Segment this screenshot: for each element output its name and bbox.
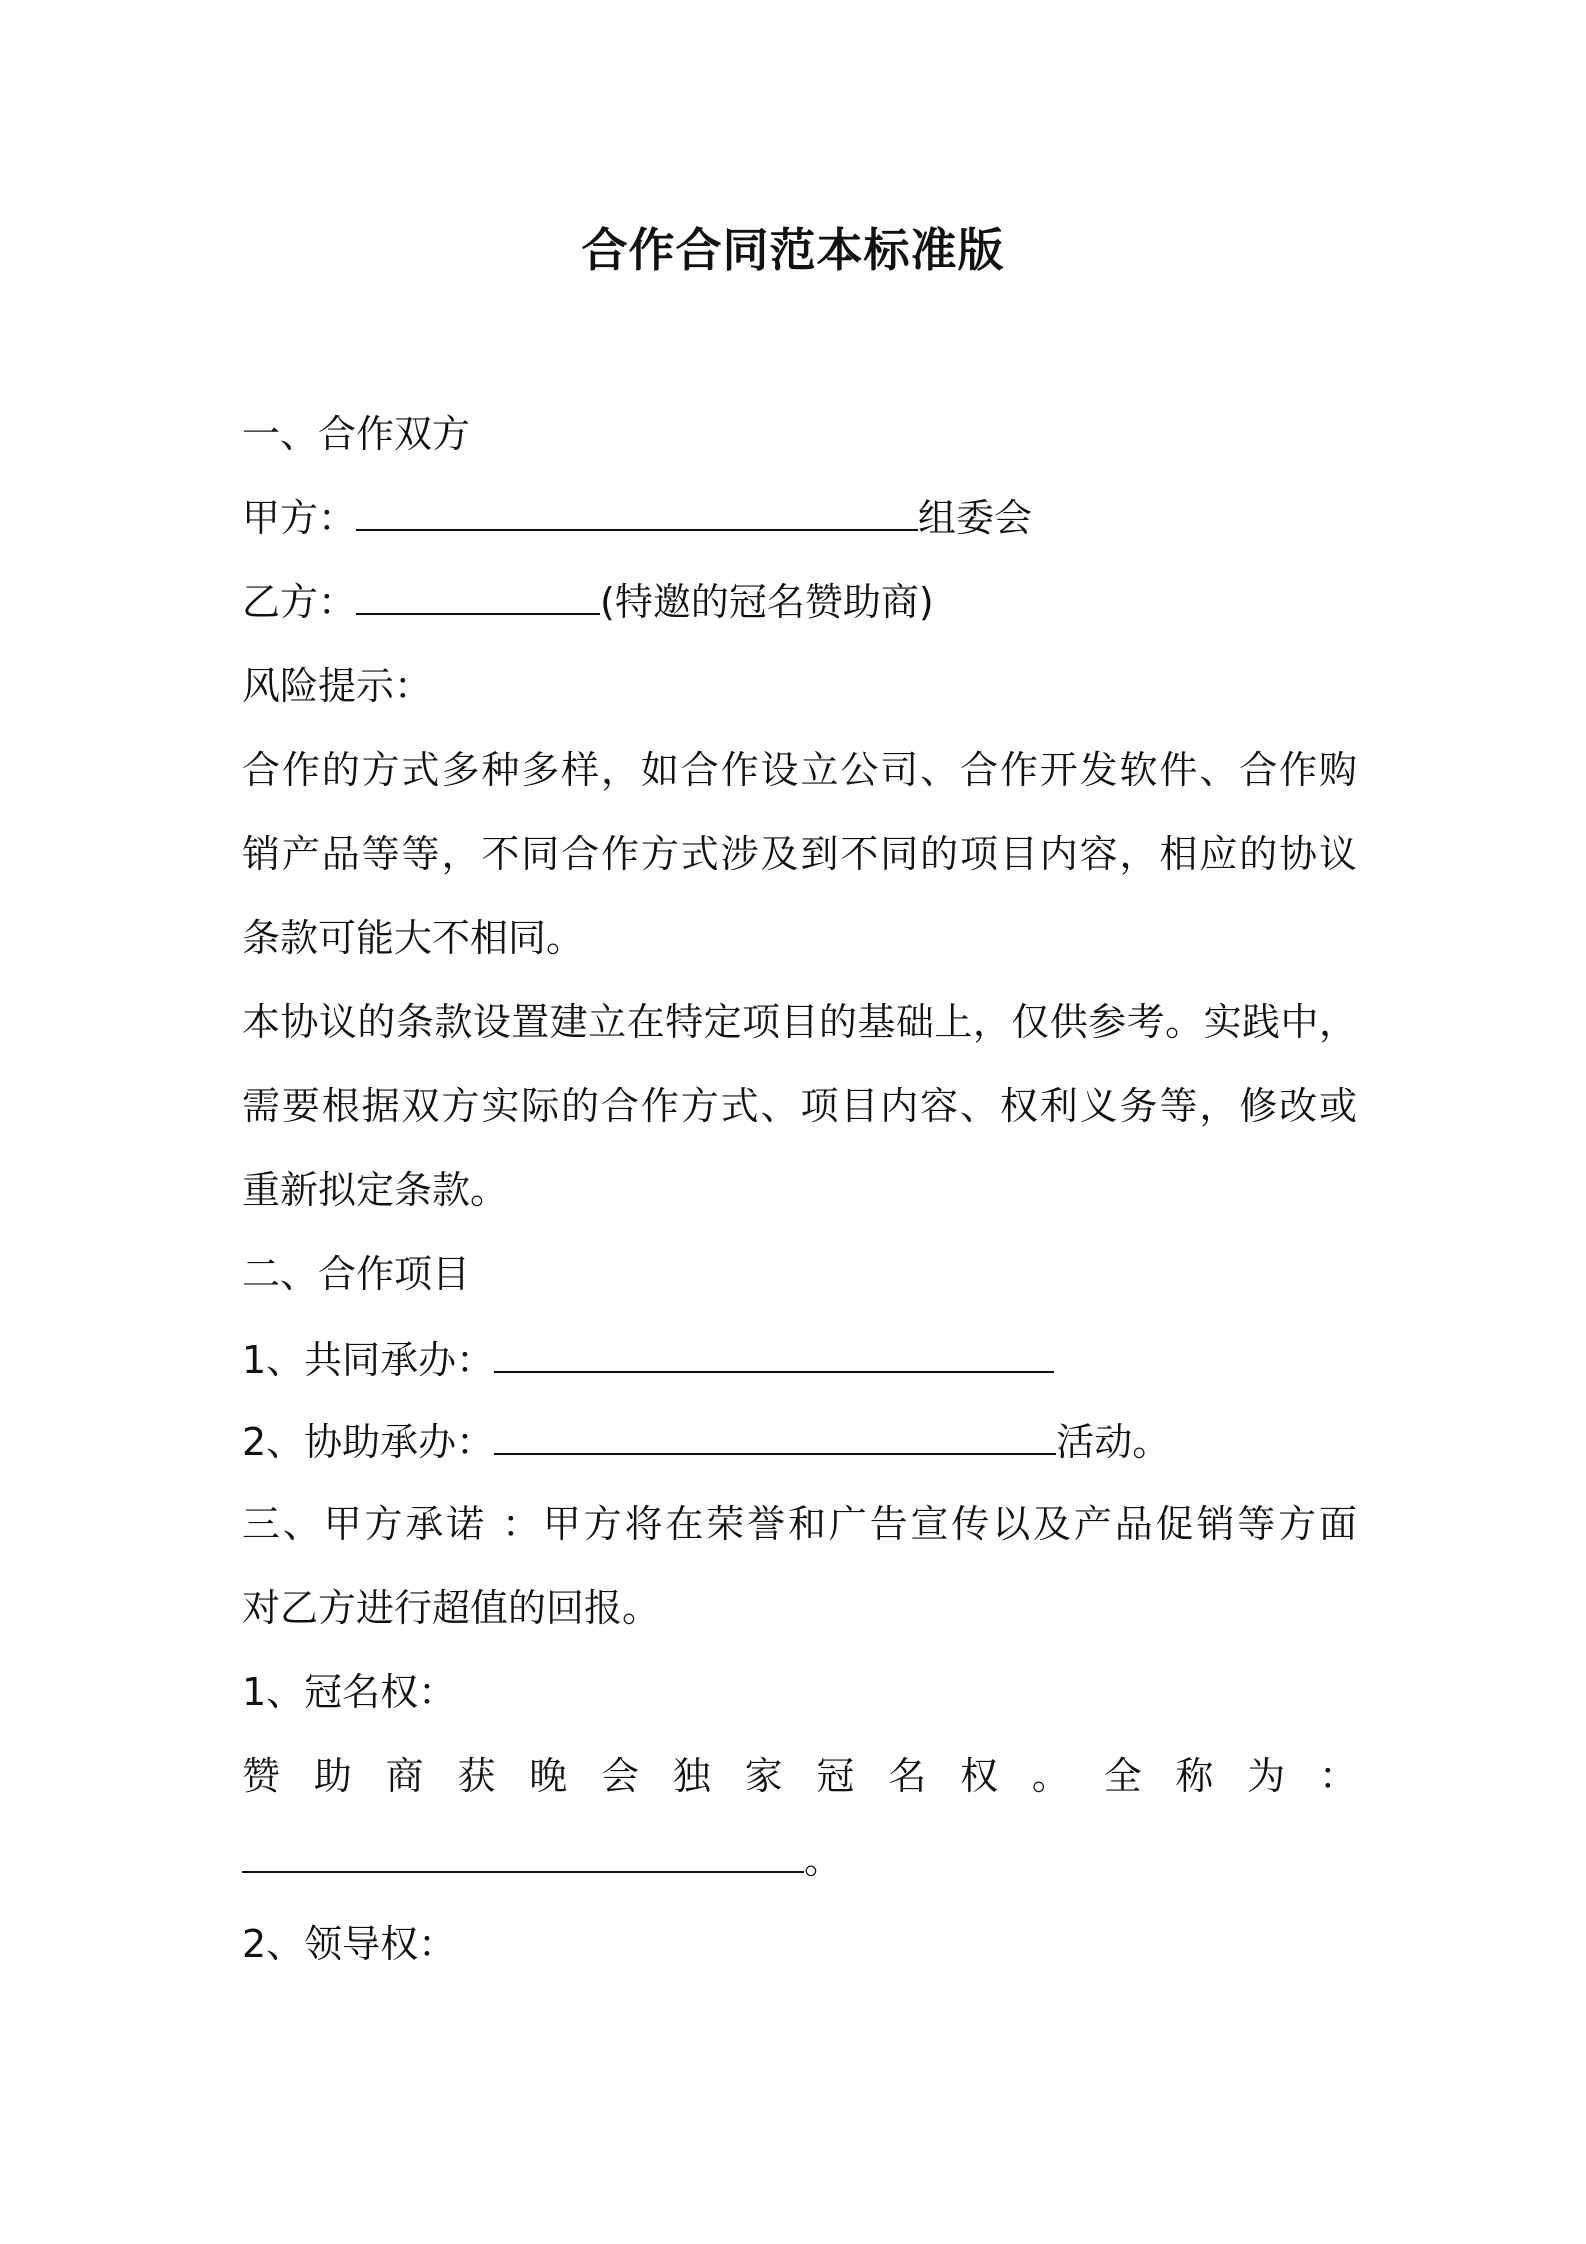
section2-item2: [242, 1400, 1357, 1484]
item2-suffix: 活动。: [1056, 1420, 1171, 1464]
party-a-suffix: 组委会: [918, 496, 1033, 540]
party-a-label: 甲方：: [242, 496, 357, 540]
item2-blank: [494, 1425, 1056, 1455]
party-b-line: [242, 560, 1357, 644]
section3-line2: 对乙方进行超值的回报。: [242, 1586, 661, 1630]
party-b-label: 乙方：: [242, 580, 357, 624]
party-a-blank: [356, 501, 918, 531]
document-title: 合作合同范本标准版: [581, 223, 1005, 277]
section2-heading: 二、合作项目: [242, 1252, 471, 1296]
section2-item1: [242, 1318, 1357, 1402]
risk-heading: 风险提示：: [242, 664, 433, 708]
naming-rights-heading: 1、冠名权：: [242, 1670, 457, 1714]
item1-label: 1、共同承办：: [242, 1338, 495, 1382]
naming-rights-blank: [242, 1843, 804, 1873]
risk-para2-line1: 本协议的条款设置建立在特定项目的基础上，仅供参考。实践中，: [242, 1000, 1357, 1044]
risk-para2-line2: 需要根据双方实际的合作方式、项目内容、权利义务等，修改或: [242, 1084, 1357, 1128]
item2-label: 2、协助承办：: [242, 1420, 495, 1464]
risk-para1-line3: 条款可能大不相同。: [242, 916, 585, 960]
leadership-heading: 2、领导权：: [242, 1922, 457, 1966]
naming-rights-text: 赞助商获晚会独家冠名权。全称为：: [242, 1754, 1357, 1798]
item1-blank: [494, 1343, 1054, 1373]
risk-para1-line1: 合作的方式多种多样，如合作设立公司、合作开发软件、合作购: [242, 748, 1357, 792]
naming-rights-end: 。: [804, 1838, 843, 1882]
section1-heading: 一、合作双方: [242, 412, 471, 456]
party-b-suffix: (特邀的冠名赞助商): [600, 580, 934, 624]
party-b-blank: [356, 585, 600, 615]
section3-line1: 三、甲方承诺 ：甲方将在荣誉和广告宣传以及产品促销等方面: [242, 1502, 1357, 1546]
party-a-line: [242, 476, 1357, 560]
naming-rights-fill-line: [242, 1818, 1357, 1902]
risk-para1-line2: 销产品等等，不同合作方式涉及到不同的项目内容，相应的协议: [242, 832, 1357, 876]
risk-para2-line3: 重新拟定条款。: [242, 1168, 509, 1212]
